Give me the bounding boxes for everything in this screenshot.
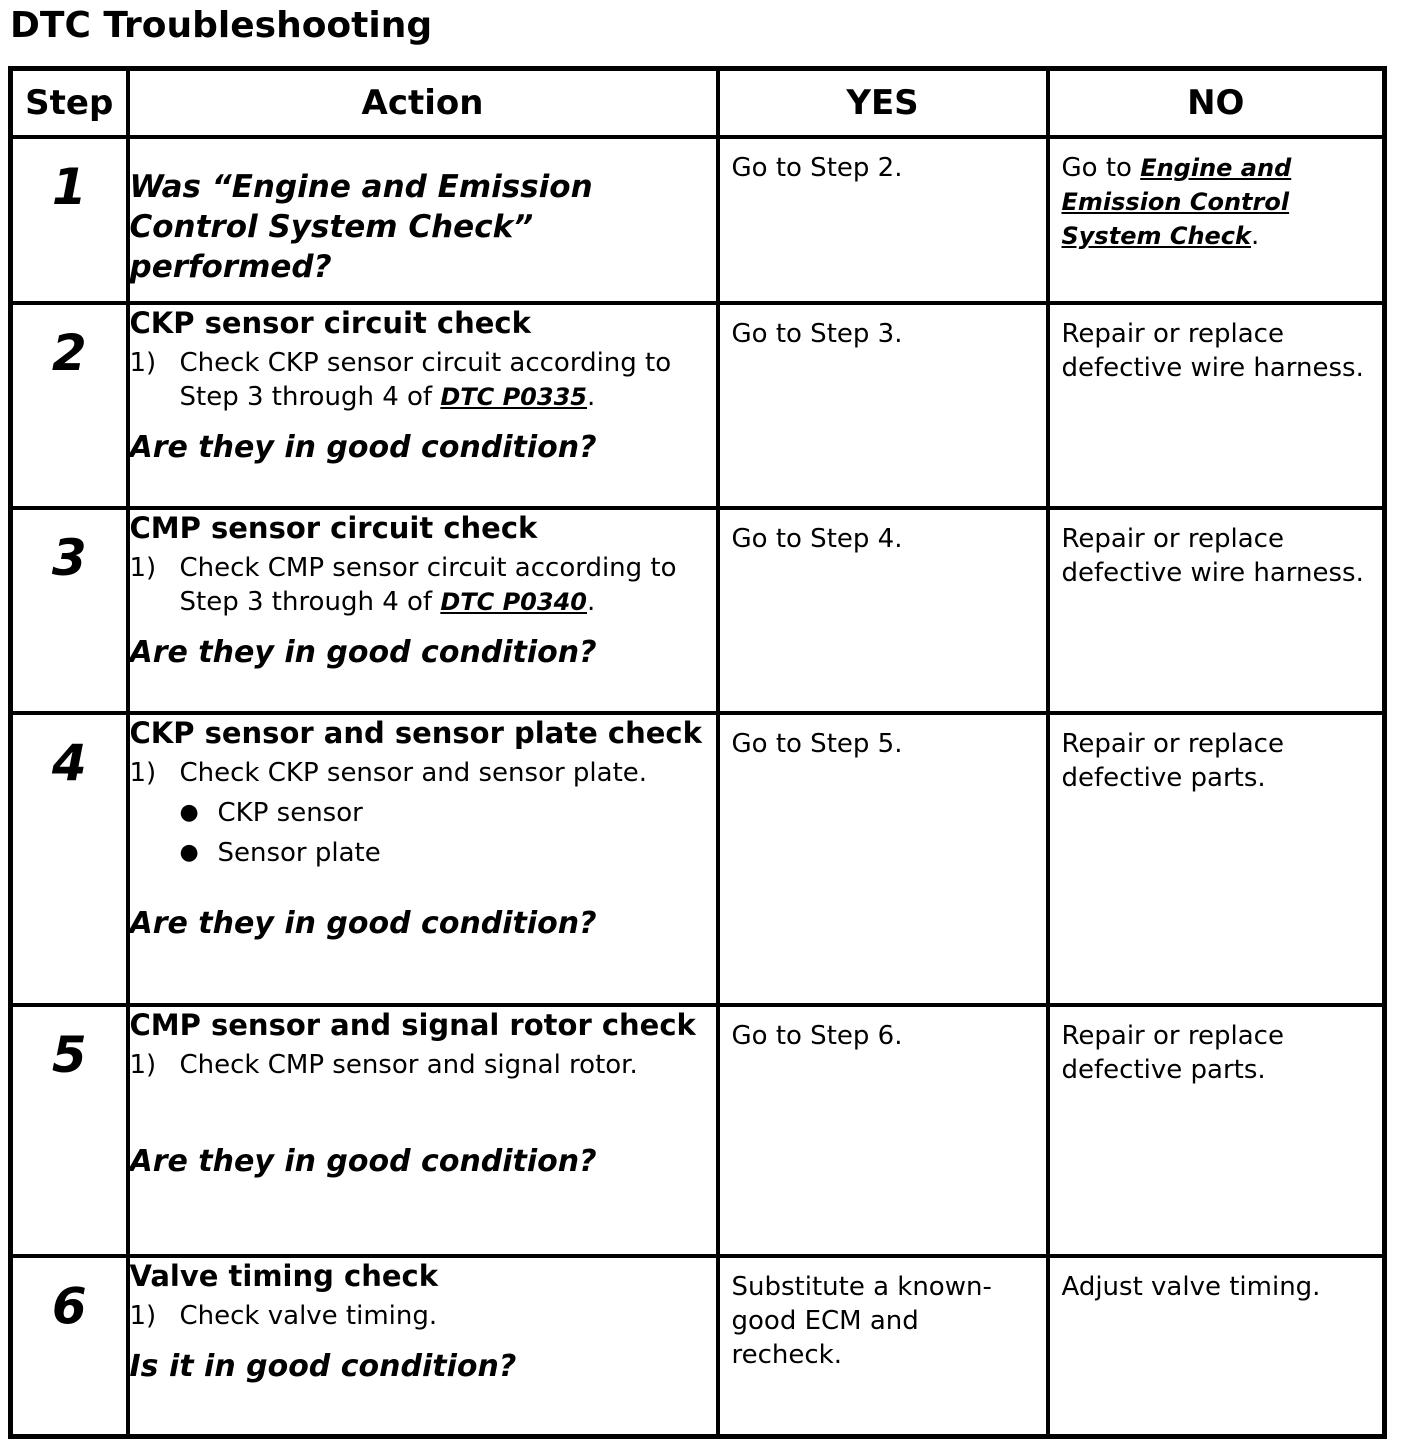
item-text-main: Check CMP sensor circuit according to Step 3 through 4 of [179,553,677,617]
troubleshooting-table [8,66,1387,1439]
action-step-item [130,346,716,414]
header-yes: YES [718,69,1048,138]
item-text-main: Check CKP sensor circuit according to Step 3 through 4 of [179,348,672,412]
yes-cell [718,508,1048,713]
action-step-item [130,1299,716,1333]
step-number: 5 [51,1026,87,1084]
table-row [11,137,1385,303]
header-step: Step [11,69,128,138]
action-step-item [130,756,716,790]
yes-cell [718,1256,1048,1436]
no-cell [1048,137,1385,303]
yes-cell [718,713,1048,1005]
action-title: Valve timing check [129,1259,438,1293]
step-cell [11,508,128,713]
dtc-p0335-link[interactable]: DTC P0335 [440,383,587,411]
yes-text: Go to Step 2. [731,153,903,183]
no-text: Repair or replace defective parts. [1061,729,1284,793]
step-cell [11,137,128,303]
step-cell [11,303,128,508]
table-row [11,713,1385,1005]
step-number: 4 [51,734,87,792]
action-cell [128,713,718,1005]
action-title: CMP sensor circuit check [129,511,538,545]
bullet-text: CKP sensor [217,798,363,828]
table-row [11,1005,1385,1256]
bullet-item [130,836,716,870]
step-number: 2 [51,324,87,382]
bullet-text: Sensor plate [217,838,381,868]
item-text: Check valve timing. [179,1301,438,1331]
action-question: Are they in good condition? [129,635,597,670]
step-number: 1 [51,158,87,216]
item-text [180,551,716,619]
bullet-item [130,796,716,830]
yes-text: Go to Step 3. [731,319,903,349]
bullet-icon: ● [179,800,199,825]
item-suffix: . [586,382,596,412]
no-cell [1048,1005,1385,1256]
yes-text: Go to Step 4. [731,524,903,554]
step-number: 3 [51,529,87,587]
step-cell [11,1005,128,1256]
table-row [11,1256,1385,1436]
item-suffix: . [586,587,596,617]
no-text: Repair or replace defective parts. [1061,1021,1284,1085]
no-text: Repair or replace defective wire harness. [1061,524,1364,588]
item-number: 1) [129,1301,157,1331]
action-title: CKP sensor and sensor plate check [129,716,702,750]
action-question: Are they in good condition? [129,430,597,465]
action-cell [128,508,718,713]
action-question: Are they in good condition? [129,906,597,941]
yes-text: Go to Step 6. [731,1021,903,1051]
action-title: CKP sensor circuit check [129,306,531,340]
table-header-row [11,69,1385,138]
no-cell [1048,713,1385,1005]
step-cell [11,1256,128,1436]
item-number: 1) [129,1050,157,1080]
item-number: 1) [129,758,157,788]
item-text: Check CKP sensor and sensor plate. [179,758,648,788]
yes-cell [718,137,1048,303]
yes-text: Go to Step 5. [731,729,903,759]
action-cell [128,137,718,303]
table-row [11,508,1385,713]
item-number: 1) [129,348,157,378]
no-prefix: Go to [1061,153,1141,183]
action-question: Are they in good condition? [129,1144,597,1179]
table-row [11,303,1385,508]
step-cell [11,713,128,1005]
action-cell [128,1005,718,1256]
no-text: Adjust valve timing. [1061,1272,1321,1302]
page-title: DTC Troubleshooting [10,5,433,46]
no-suffix: . [1251,221,1260,251]
no-cell [1048,508,1385,713]
yes-text: Substitute a known-good ECM and recheck. [731,1272,992,1370]
item-text [180,346,716,414]
yes-cell [718,303,1048,508]
engine-emission-check-link[interactable]: Engine and Emission Control System Check [1061,154,1292,250]
item-text: Check CMP sensor and signal rotor. [179,1050,638,1080]
no-cell [1048,303,1385,508]
action-cell [128,1256,718,1436]
yes-cell [718,1005,1048,1256]
no-text [1050,139,1383,261]
item-number: 1) [129,553,157,583]
no-cell [1048,1256,1385,1436]
action-question: Was “Engine and Emission Control System Check” performed? [129,169,593,285]
header-no: NO [1048,69,1385,138]
action-title: CMP sensor and signal rotor check [129,1008,696,1042]
header-action: Action [128,69,718,138]
step-number: 6 [51,1277,87,1335]
action-step-item [130,1048,716,1082]
action-step-item [130,551,716,619]
no-text: Repair or replace defective wire harness. [1061,319,1364,383]
bullet-icon: ● [179,840,199,865]
dtc-p0340-link[interactable]: DTC P0340 [440,588,587,616]
action-cell [128,303,718,508]
action-question: Is it in good condition? [129,1349,517,1384]
